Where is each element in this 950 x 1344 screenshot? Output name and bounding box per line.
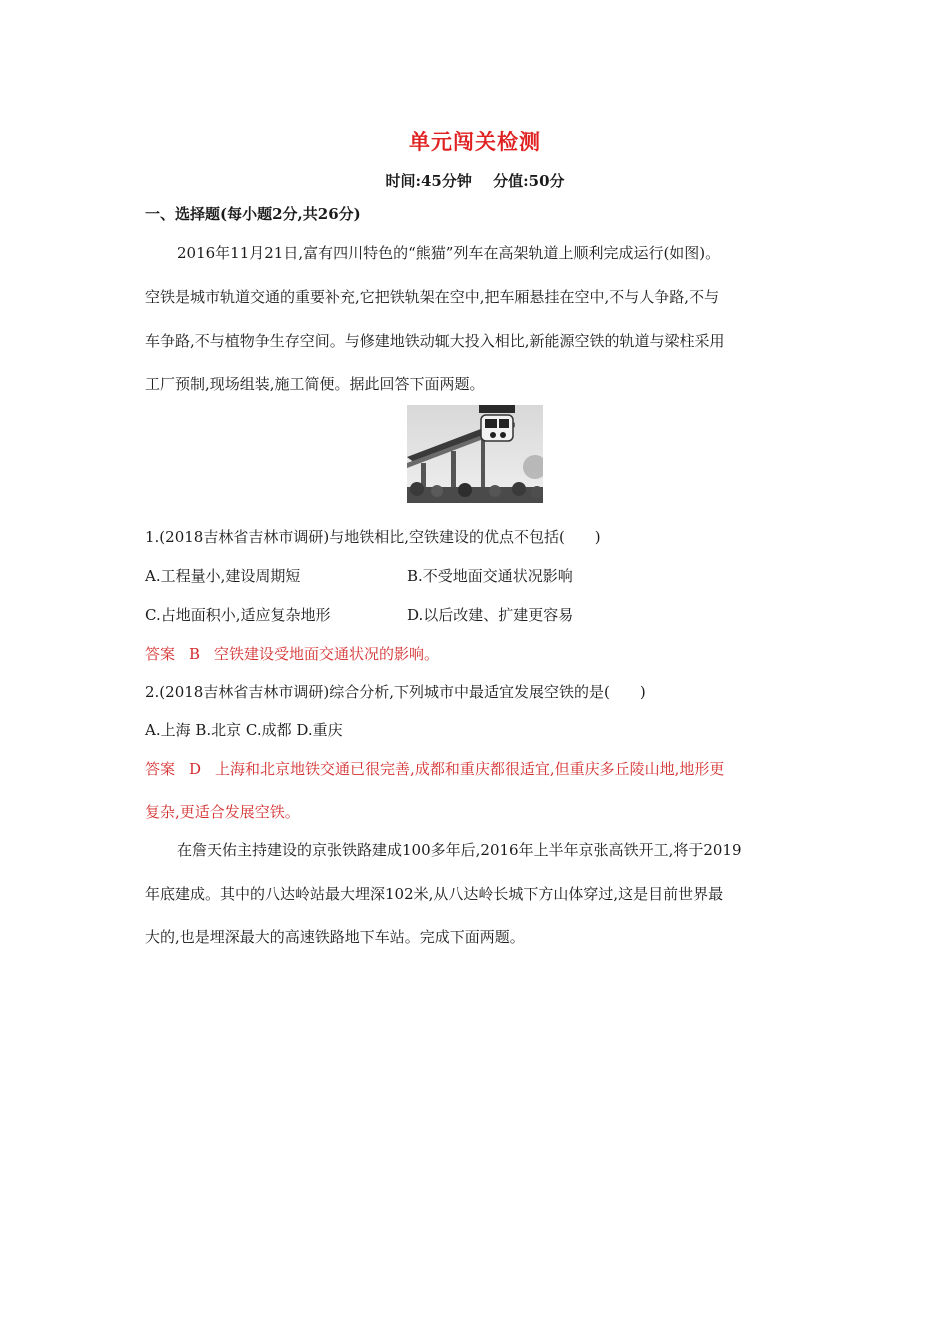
question-1-answer xyxy=(145,644,805,664)
answer-label: 答案 xyxy=(145,645,176,663)
option-b: B.不受地面交通状况影响 xyxy=(407,567,573,585)
exam-time: 时间:45分钟 xyxy=(385,172,472,190)
option-a: A.工程量小,建设周期短 xyxy=(145,567,301,585)
section-heading: 一、选择题(每小题2分,共26分) xyxy=(145,205,361,223)
passage1-line-4: 工厂预制,现场组装,施工简便。据此回答下面两题。 xyxy=(145,375,485,393)
panda-train-photo xyxy=(407,405,543,503)
answer-letter: D xyxy=(189,760,202,778)
question-2-options: A.上海 B.北京 C.成都 D.重庆 xyxy=(145,721,343,739)
question-2-answer-line-2: 复杂,更适合发展空铁。 xyxy=(145,803,300,821)
passage1-line-3: 车争路,不与植物争生存空间。与修建地铁动辄大投入相比,新能源空铁的轨道与梁柱采用 xyxy=(145,332,725,350)
passage1-line-2: 空铁是城市轨道交通的重要补充,它把铁轨架在空中,把车厢悬挂在空中,不与人争路,不与 xyxy=(145,288,720,306)
option-c: C.占地面积小,适应复杂地形 xyxy=(145,606,331,624)
answer-explanation: 空铁建设受地面交通状况的影响。 xyxy=(214,645,440,663)
option-d: D.以后改建、扩建更容易 xyxy=(407,606,574,624)
question-2-answer xyxy=(145,759,805,779)
page-title: 单元闯关检测 xyxy=(409,129,541,154)
question-1-options-row-1 xyxy=(145,566,805,586)
question-1-stem: 1.(2018吉林省吉林市调研)与地铁相比,空铁建设的优点不包括( ) xyxy=(145,528,601,546)
answer-letter: B xyxy=(189,645,201,663)
question-1-options-row-2 xyxy=(145,605,805,625)
question-2-stem: 2.(2018吉林省吉林市调研)综合分析,下列城市中最适宜发展空铁的是( ) xyxy=(145,683,646,701)
answer-label: 答案 xyxy=(145,760,176,778)
suspended-train-illustration xyxy=(407,405,543,503)
passage2-line-1: 在詹天佑主持建设的京张铁路建成100多年后,2016年上半年京张高铁开工,将于2019 xyxy=(177,841,742,859)
exam-info xyxy=(0,170,950,191)
passage1-line-1: 2016年11月21日,富有四川特色的“熊猫”列车在高架轨道上顺利完成运行(如图)。 xyxy=(177,244,721,262)
passage2-line-2: 年底建成。其中的八达岭站最大埋深102米,从八达岭长城下方山体穿过,这是目前世界最 xyxy=(145,885,724,903)
answer-explanation-line-1: 上海和北京地铁交通已很完善,成都和重庆都很适宜,但重庆多丘陵山地,地形更 xyxy=(215,760,725,778)
exam-score: 分值:50分 xyxy=(493,172,565,190)
passage2-line-3: 大的,也是埋深最大的高速铁路地下车站。完成下面两题。 xyxy=(145,928,525,946)
